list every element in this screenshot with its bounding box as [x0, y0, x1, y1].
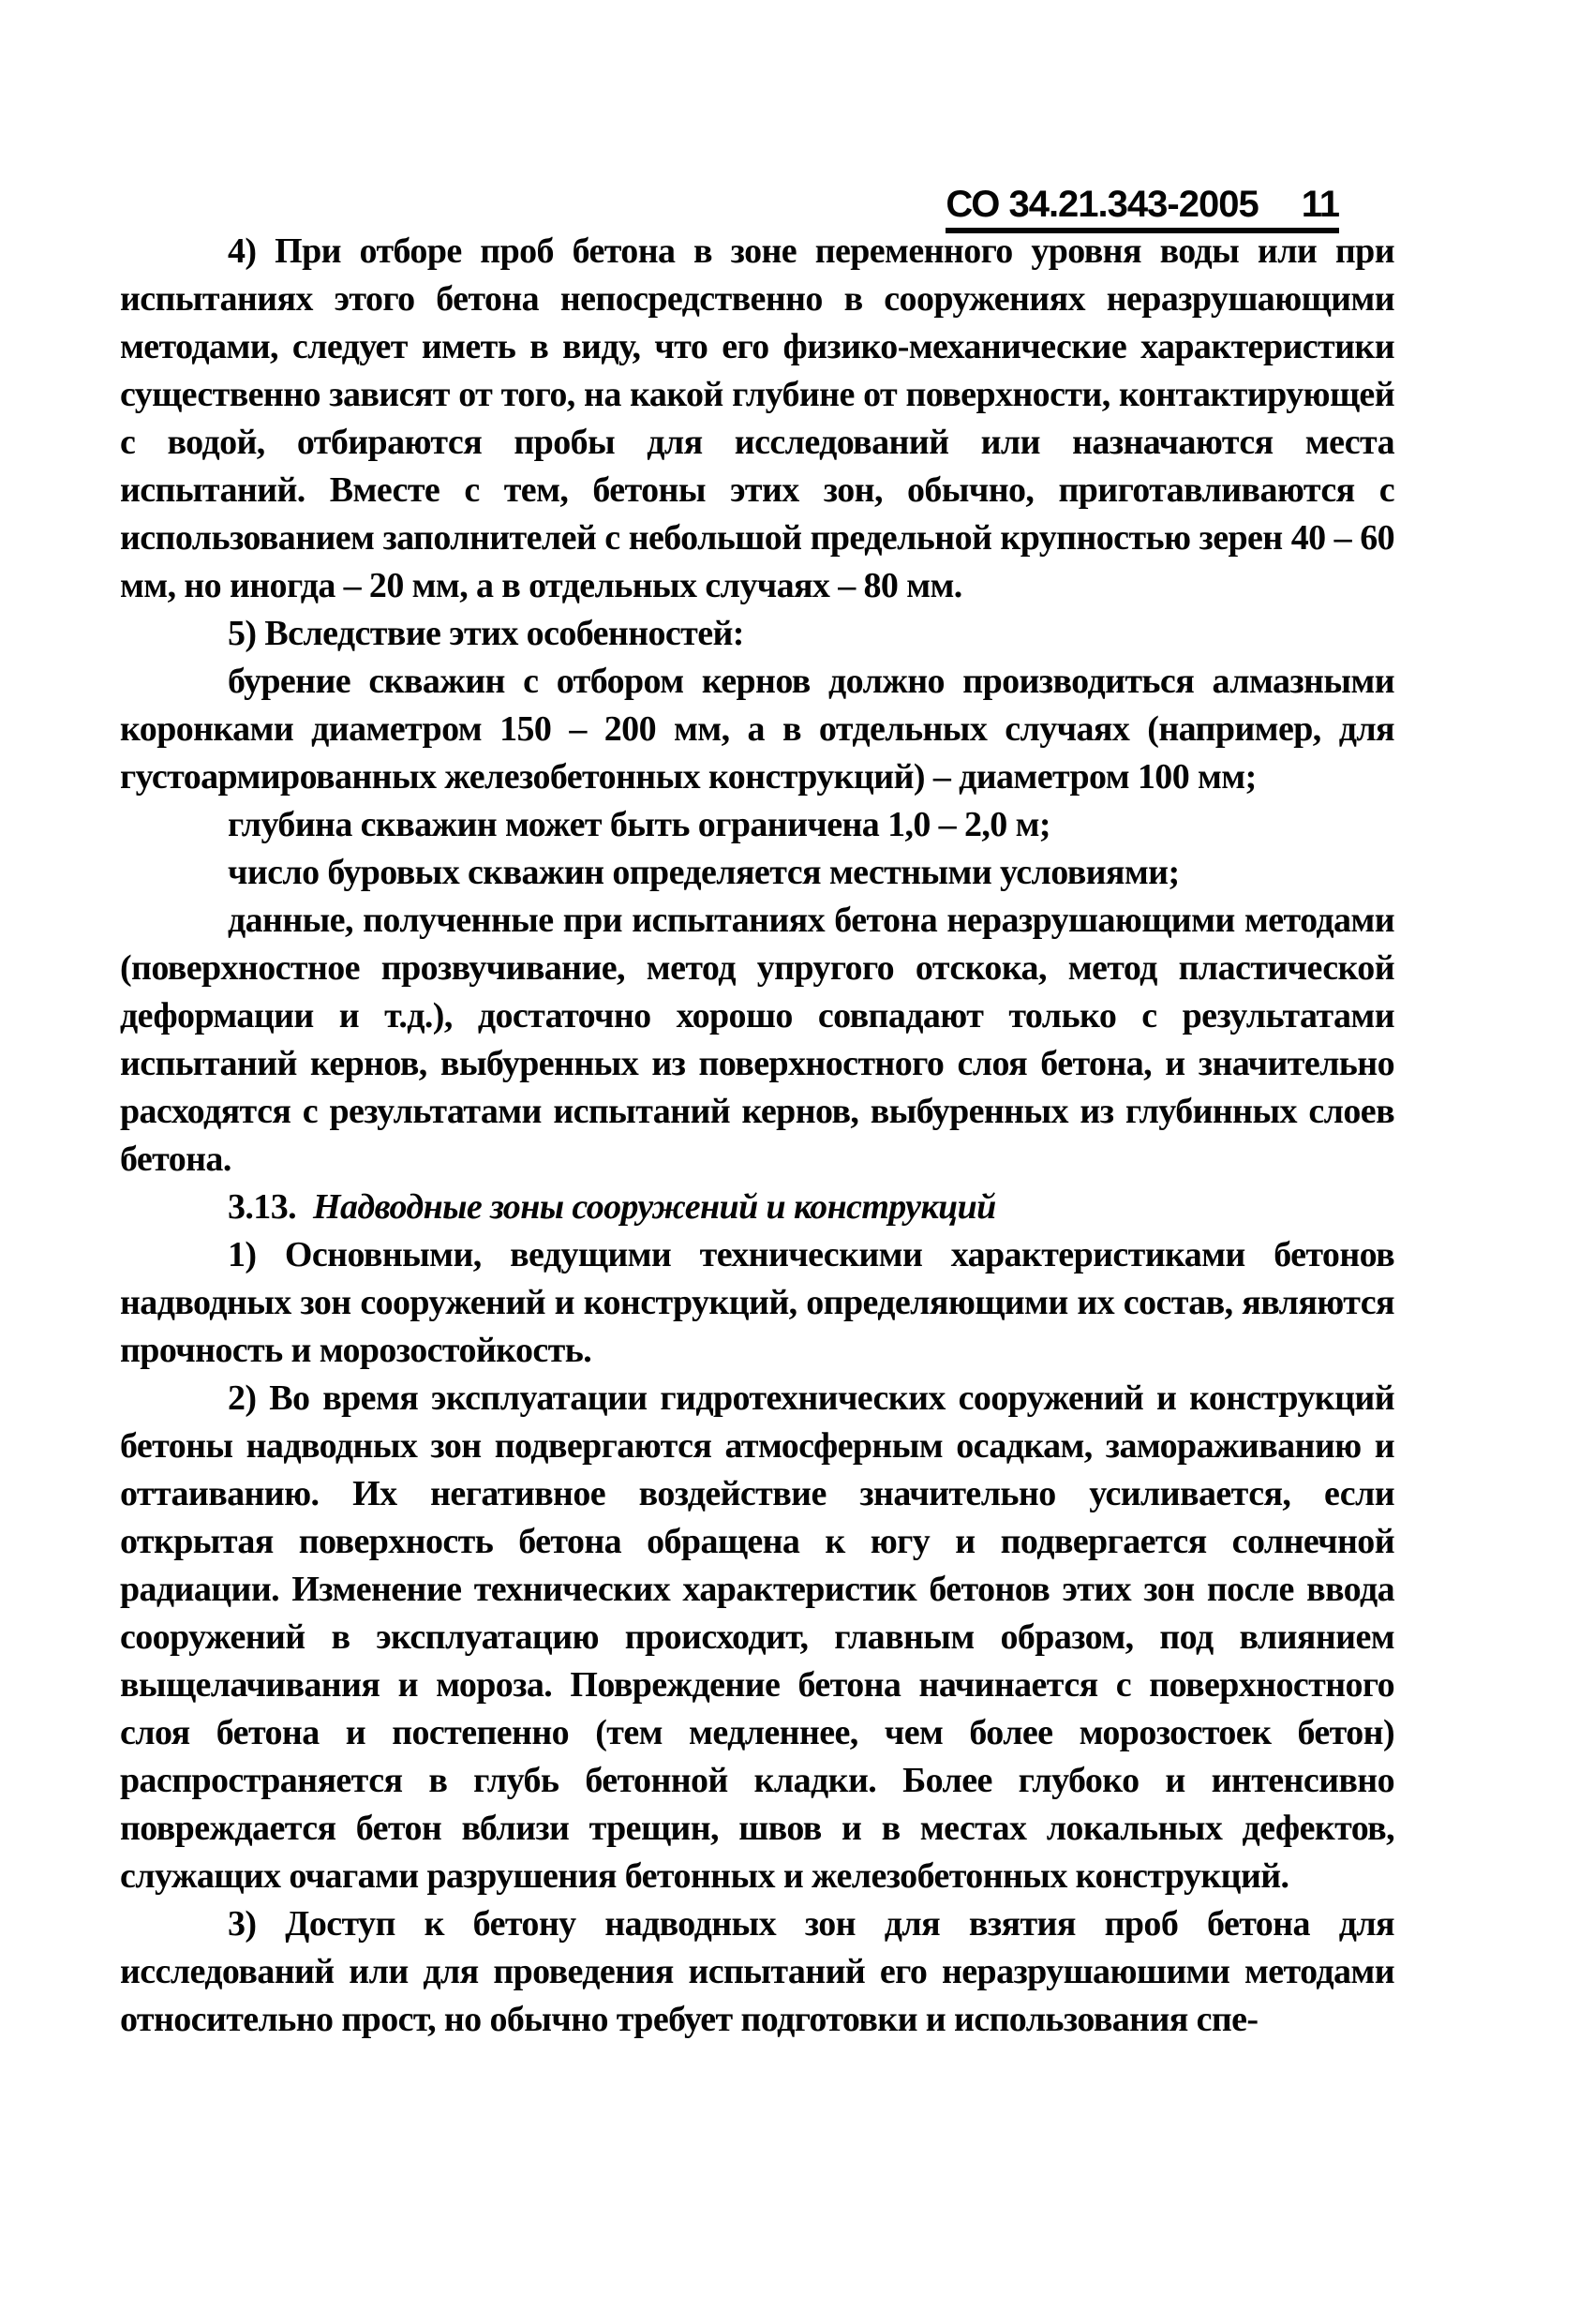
- paragraph-5-intro: 5) Вследствие этих особенностей:: [228, 614, 744, 653]
- list-item-count: число буровых скважин определяется местными условиями;: [228, 853, 1180, 892]
- paragraph-2: 2) Во время эксплуатации гидротехнических сооружений и конструкций бетоны надводных зон подвергаются атмосферным осадкам, замораживанию и оттаиванию. Их негативное воздействие значительно усиливается, если открытая поверхность бетона обращена к югу и подвергается солнечной радиации. Изменение технических характеристик бетонов этих зон после ввода сооружений в эксплуатацию происходит, главным образом, под влиянием выщелачивания и мороза. Повреждение бетона начинается с поверхностного слоя бетона и постепенно (тем медленнее, чем более морозостоек бетон) распространяется в глубь бетонной кладки. Более глубоко и интенсивно повреждается бетон вблизи трещин, швов и в местах локальных дефектов, служащих очагами разрушения бетонных и железобетонных конструкций.: [120, 1378, 1394, 1896]
- paragraph-3: 3) Доступ к бетону надводных зон для взятия проб бетона для исследований или для проведения испытаний его неразрушаюшими методами относительно прост, но обычно требует подготовки и использования спе-: [120, 1904, 1394, 2039]
- document-body: [120, 228, 1394, 2044]
- section-heading-3-13: [120, 1184, 1394, 1231]
- section-title: Надводные зоны сооружений и конструкций: [313, 1187, 996, 1227]
- page-number: 11: [1301, 184, 1339, 225]
- document-number: СО 34.21.343-2005: [946, 184, 1259, 225]
- list-item-drilling: бурение скважин с отбором кернов должно производиться алмазными коронками диаметром 150 – 200 мм, а в отдельных случаях (например, для густоармированных железобетонных конструкций) – диаметром 100 мм;: [120, 662, 1394, 797]
- list-item-data: данные, полученные при испытаниях бетона неразрушающими методами (поверхностное прозвучивание, метод упругого отскока, метод пластической деформации и т.д.), достаточно хорошо совпадают только с результатами испытаний кернов, выбуренных из поверхностного слоя бетона, и значительно расходятся с результатами испытаний кернов, выбуренных из глубинных слоев бетона.: [120, 901, 1394, 1179]
- page-header: [946, 184, 1339, 233]
- section-number: 3.13.: [228, 1187, 297, 1227]
- list-item-depth: глубина скважин может быть ограничена 1,0 – 2,0 м;: [228, 805, 1050, 844]
- paragraph-1: 1) Основными, ведущими техническими характеристиками бетонов надводных зон сооружений и конструкций, определяющими их состав, являются прочность и морозостойкость.: [120, 1235, 1394, 1370]
- paragraph-4: 4) При отборе проб бетона в зоне переменного уровня воды или при испытаниях этого бетона непосредственно в сооружениях неразрушающими методами, следует иметь в виду, что его физико-механические характеристики существенно зависят от того, на какой глубине от поверхности, контактирующей с водой, отбираются пробы для исследований или назначаются места испытаний. Вместе с тем, бетоны этих зон, обычно, приготавливаются с использованием заполнителей с небольшой предельной крупностью зерен 40 – 60 мм, но иногда – 20 мм, а в отдельных случаях – 80 мм.: [120, 231, 1394, 605]
